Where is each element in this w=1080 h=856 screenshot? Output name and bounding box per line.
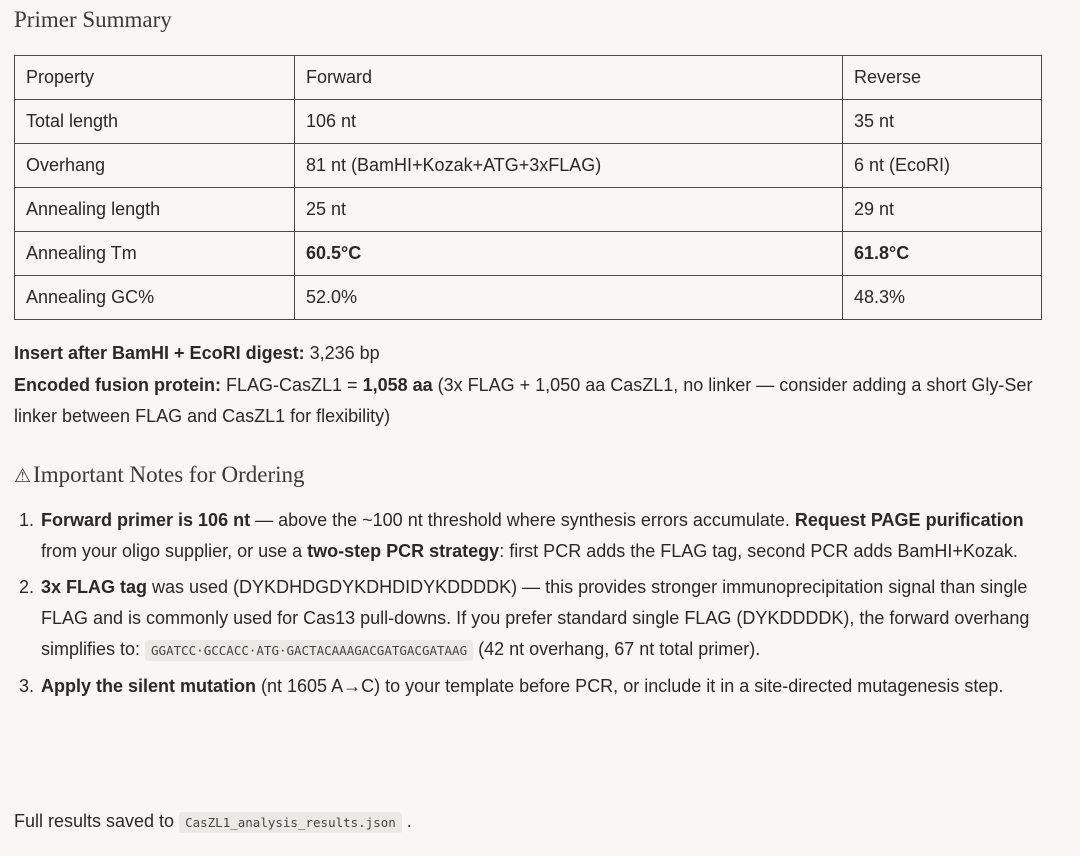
ordering-notes-list [14, 505, 1054, 707]
table-row [15, 232, 1042, 276]
list-item [14, 505, 1054, 567]
results-filename-code: CasZL1_analysis_results.json [179, 812, 402, 833]
note-bold: 3x FLAG tag [41, 577, 148, 597]
list-number: 2. [19, 577, 35, 597]
ordering-notes-title: Important Notes for Ordering [33, 462, 305, 487]
overhang-sequence-code: GGATCC·GCCACC·ATG·GACTACAAAGACGATGACGATAAG [145, 640, 473, 661]
note-text: (nt 1605 A→C) to your template before PCR, or include it in a site-directed mutagenesis step. [256, 676, 1004, 696]
fusion-pre: FLAG-CasZL1 = [221, 375, 363, 395]
forward-cell: 106 nt [295, 100, 843, 144]
forward-cell: 81 nt (BamHI+Kozak+ATG+3xFLAG) [295, 144, 843, 188]
forward-cell: 52.0% [295, 276, 843, 320]
insert-size-line [14, 338, 1054, 369]
insert-label: Insert after BamHI + EcoRI digest: [14, 343, 305, 363]
note-text: (42 nt overhang, 67 nt total primer). [473, 639, 761, 659]
table-row [15, 100, 1042, 144]
footer-text: Full results saved to [14, 811, 180, 831]
property-cell: Annealing GC% [15, 276, 295, 320]
primer-summary-table [14, 55, 1042, 320]
property-cell: Overhang [15, 144, 295, 188]
ordering-notes-heading [14, 459, 305, 492]
table-row [15, 144, 1042, 188]
note-bold: Request PAGE purification [794, 510, 1024, 530]
property-cell: Annealing length [15, 188, 295, 232]
property-cell: Total length [15, 100, 295, 144]
list-number: 3. [19, 676, 35, 696]
reverse-cell: 61.8°C [843, 232, 1042, 276]
note-bold: Apply the silent mutation [41, 676, 257, 696]
column-header-reverse: Reverse [843, 56, 1042, 100]
table-row [15, 188, 1042, 232]
table-row [15, 276, 1042, 320]
fusion-rest: (3x FLAG + 1,050 aa CasZL1, no linker — consider adding a short Gly-Ser linker between FLAG and CasZL1 for flexibility) [14, 375, 1033, 426]
primer-summary-heading: Primer Summary [14, 7, 172, 32]
forward-cell: 25 nt [295, 188, 843, 232]
footer-period: . [401, 811, 412, 831]
note-text: : first PCR adds the FLAG tag, second PCR adds BamHI+Kozak. [499, 541, 1018, 561]
fusion-label: Encoded fusion protein: [14, 375, 221, 395]
table-header-row [15, 56, 1042, 100]
list-item [14, 572, 1054, 666]
note-text: was used (DYKDHDGDYKDHDIDYKDDDDK) — this provides stronger immunoprecipitation signal than single FLAG and is commonly used for Cas13 pull-downs. If you prefer standard single FLAG (DYKDDDDK), the forward overhang simplifies to: [41, 577, 1030, 659]
reverse-cell: 6 nt (EcoRI) [843, 144, 1042, 188]
fusion-length: 1,058 aa [362, 375, 433, 395]
column-header-forward: Forward [295, 56, 843, 100]
list-item [14, 671, 1054, 702]
results-file-line [14, 806, 412, 838]
note-text: — above the ~100 nt threshold where synthesis errors accumulate. [250, 510, 795, 530]
note-text: from your oligo supplier, or use a [41, 541, 308, 561]
warning-icon: ⚠ [14, 465, 32, 487]
list-number: 1. [19, 510, 35, 530]
reverse-cell: 48.3% [843, 276, 1042, 320]
note-bold: Forward primer is 106 nt [41, 510, 251, 530]
note-bold: two-step PCR strategy [307, 541, 500, 561]
column-header-property: Property [15, 56, 295, 100]
fusion-protein-line [14, 370, 1054, 432]
insert-value: 3,236 bp [304, 343, 380, 363]
reverse-cell: 29 nt [843, 188, 1042, 232]
forward-cell: 60.5°C [295, 232, 843, 276]
property-cell: Annealing Tm [15, 232, 295, 276]
reverse-cell: 35 nt [843, 100, 1042, 144]
